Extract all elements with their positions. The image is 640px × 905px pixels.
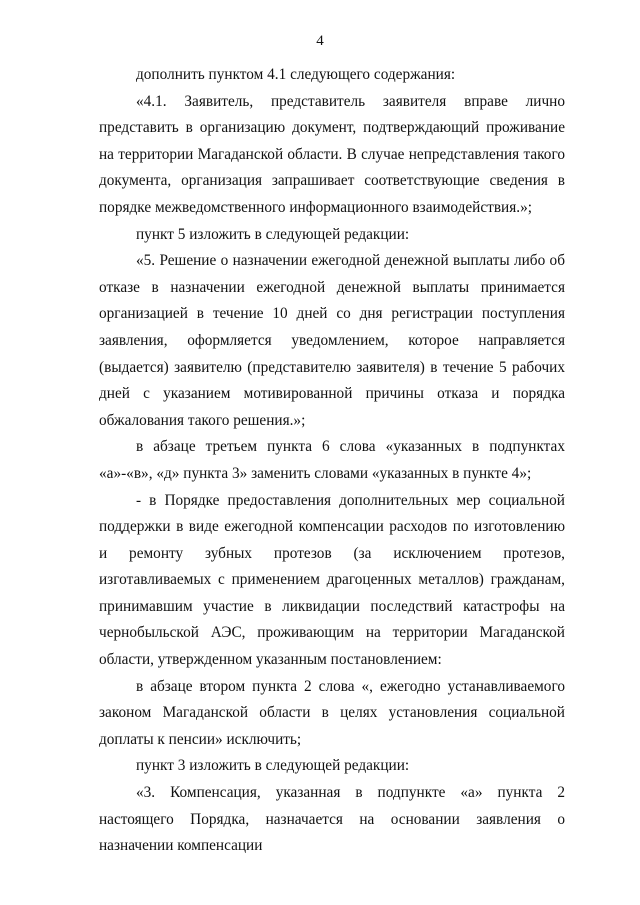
paragraph: «3. Компенсация, указанная в подпункте «а» пункта 2 настоящего Порядка, назначается на основании заявления о назначении компенсации [99,784,565,855]
paragraph: «4.1. Заявитель, представитель заявителя вправе лично представить в организацию документ, подтверждающий проживание на территории Магаданской области. В случае непредставления такого документа, организация запрашивает соответствующие сведения в порядке межведомственного информационного взаимодействия.»; [99,92,565,216]
paragraph: - в Порядке предоставления дополнительных мер социальной поддержки в виде ежегодной компенсации расходов по изготовлению и ремонту зубных протезов (за исключением протезов, изготавливаемых с применением драгоценных металлов) гражданам, принимавшим участие в ликвидации последствий катастрофы на чернобыльской АЭС, проживающим на территории Магаданской области, утвержденном указанным постановлением: [99,491,565,669]
paragraph: дополнить пунктом 4.1 следующего содержания: [136,66,456,83]
paragraph: «5. Решение о назначении ежегодной денежной выплаты либо об отказе в назначении ежегодной денежной выплаты принимается организацией в течение 10 дней со дня регистрации поступления заявления, оформляется уведомлением, которое направляется (выдается) заявителю (представителю заявителя) в течение 5 рабочих дней с указанием мотивированной причины отказа и порядка обжалования такого решения.»; [99,252,565,429]
paragraph: в абзаце втором пункта 2 слова «, ежегодно устанавливаемого законом Магаданской области в целях установления социальной доплаты к пенсии» исключить; [99,677,565,748]
paragraph: пункт 3 изложить в следующей редакции: [136,757,410,775]
paragraph: пункт 5 изложить в следующей редакции: [136,225,410,243]
paragraph: в абзаце третьем пункта 6 слова «указанных в подпунктах «а»-«в», «д» пункта 3» заменить словами «указанных в пункте 4»; [99,438,565,482]
document-body [99,62,565,860]
page-number: 4 [316,33,324,49]
